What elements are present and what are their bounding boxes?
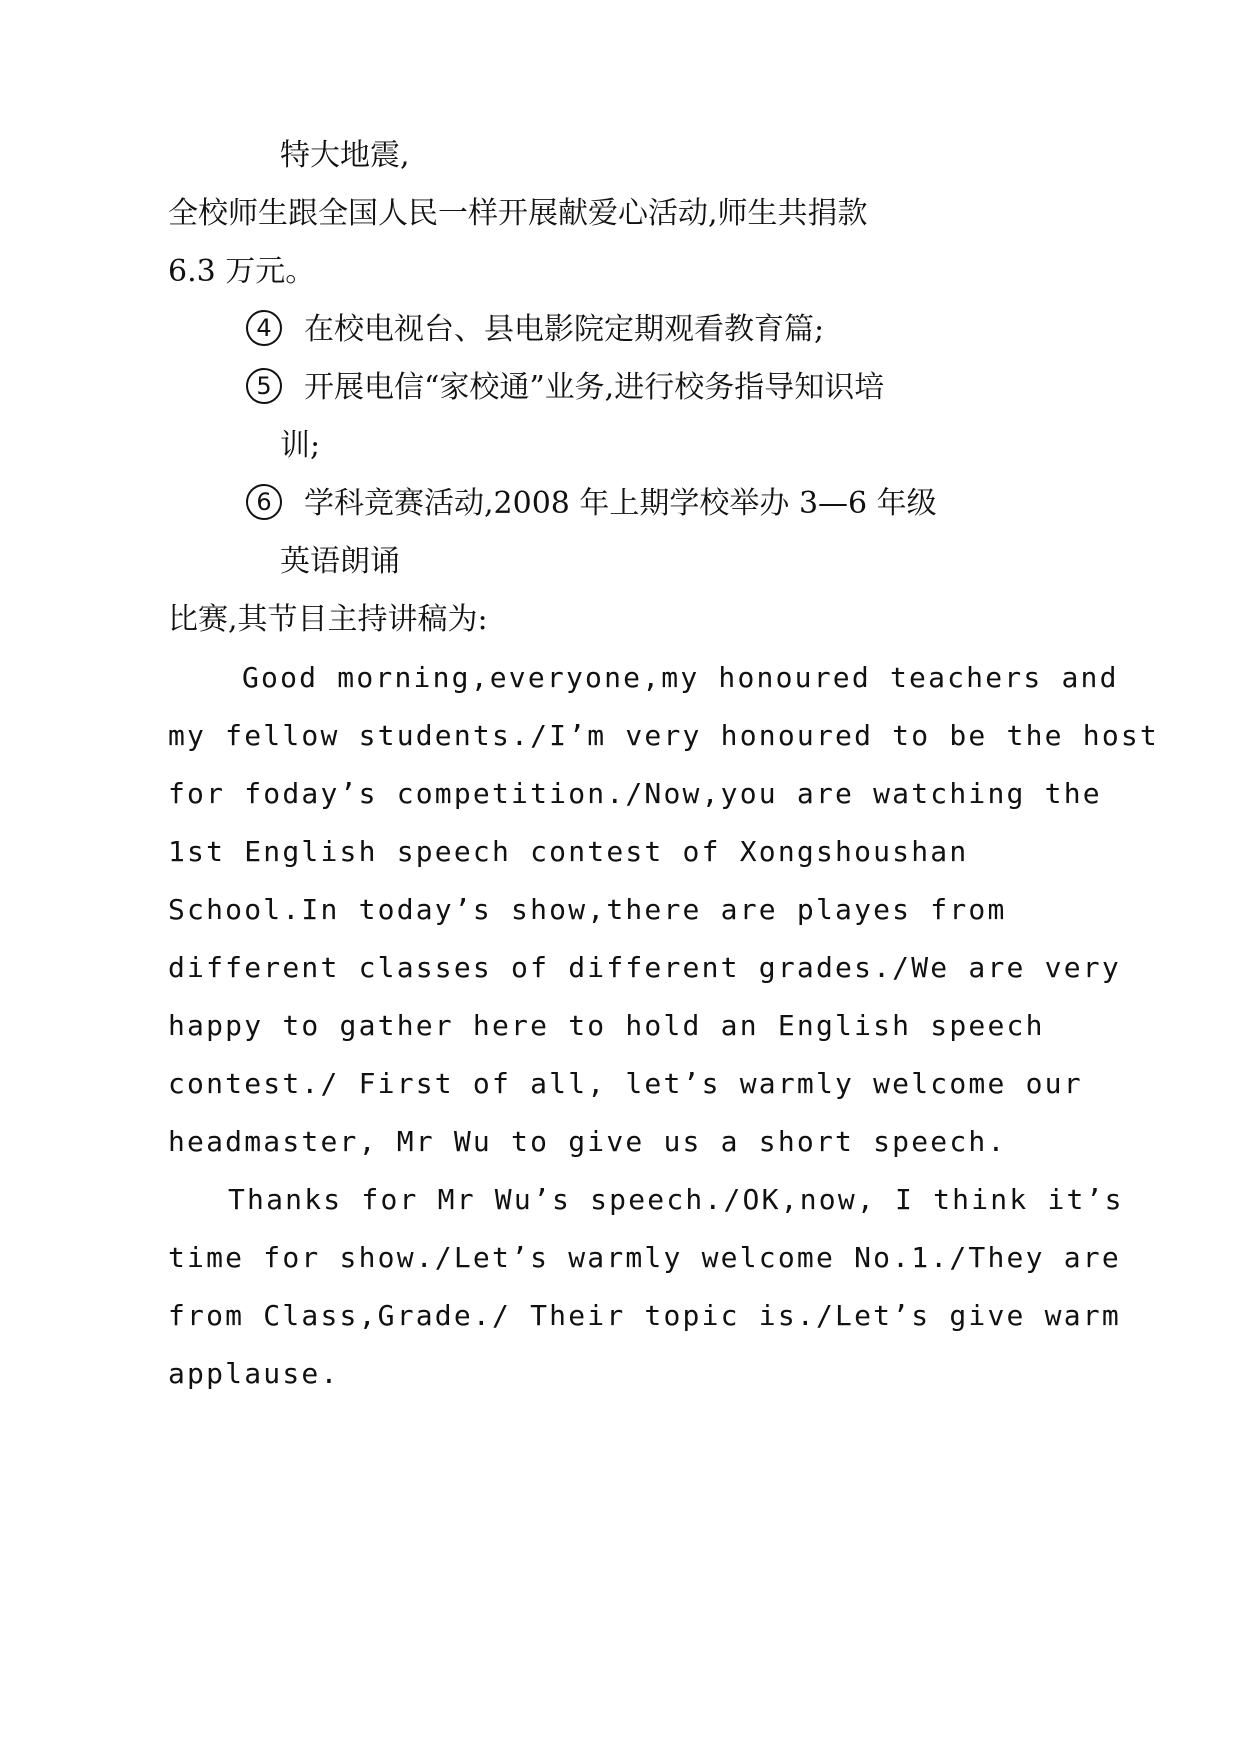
line-text: different classes of different grades./We are very	[168, 951, 1121, 984]
line-text: 比赛,其节目主持讲稿为:	[168, 602, 488, 637]
line-text: 1st English speech contest of Xongshoushan	[168, 835, 969, 868]
text-line	[168, 1122, 1007, 1162]
line-text: time for show./Let’s warmly welcome No.1./They are	[168, 1241, 1121, 1274]
text-line	[242, 658, 1119, 698]
line-text: headmaster, Mr Wu to give us a short speech.	[168, 1125, 1007, 1158]
text-line	[168, 774, 1102, 814]
text-line	[280, 426, 320, 466]
circled-number-marker: 4	[246, 310, 282, 346]
line-text: for foday’s competition./Now,you are watching the	[168, 777, 1102, 810]
list-item	[246, 310, 824, 350]
text-line	[168, 948, 1121, 988]
line-text: 训;	[280, 428, 321, 463]
line-text: happy to gather here to hold an English speech	[168, 1009, 1045, 1042]
line-text: applause.	[168, 1357, 340, 1390]
line-text: my fellow students./I’m very honoured to be the host	[168, 719, 1159, 752]
text-line	[280, 542, 400, 582]
text-line	[280, 136, 410, 176]
text-line	[168, 716, 1159, 756]
text-line	[168, 1238, 1121, 1278]
line-text: 全校师生跟全国人民一样开展献爱心活动,师生共捐款	[168, 196, 868, 231]
line-text: 特大地震,	[280, 138, 410, 173]
text-line	[168, 1354, 340, 1394]
line-text: from Class,Grade./ Their topic is./Let’s give warm	[168, 1299, 1121, 1332]
text-line	[168, 252, 315, 292]
text-line	[168, 832, 968, 872]
line-text: School.In today’s show,there are playes from	[168, 893, 1007, 926]
circled-number-marker: 6	[246, 484, 282, 520]
text-line	[168, 1296, 1121, 1336]
text-line	[168, 600, 488, 640]
text-line	[168, 890, 1007, 930]
text-line	[168, 194, 868, 234]
line-text: 在校电视台、县电影院定期观看教育篇;	[304, 312, 825, 347]
line-text: 英语朗诵	[280, 544, 400, 579]
list-item	[246, 484, 937, 524]
line-text: 学科竞赛活动,2008 年上期学校举办 3—6 年级	[304, 486, 937, 521]
list-item	[246, 368, 884, 408]
circled-number-marker: 5	[246, 368, 282, 404]
line-text: 开展电信“家校通”业务,进行校务指导知识培	[304, 370, 885, 405]
text-line	[228, 1180, 1124, 1220]
text-line	[168, 1006, 1045, 1046]
line-text: Thanks for Mr Wu’s speech./OK,now, I think it’s	[228, 1183, 1124, 1216]
line-text: 6.3 万元。	[168, 254, 316, 289]
line-text: Good morning,everyone,my honoured teachers and	[242, 661, 1119, 694]
line-text: contest./ First of all, let’s warmly welcome our	[168, 1067, 1083, 1100]
text-line	[168, 1064, 1083, 1104]
